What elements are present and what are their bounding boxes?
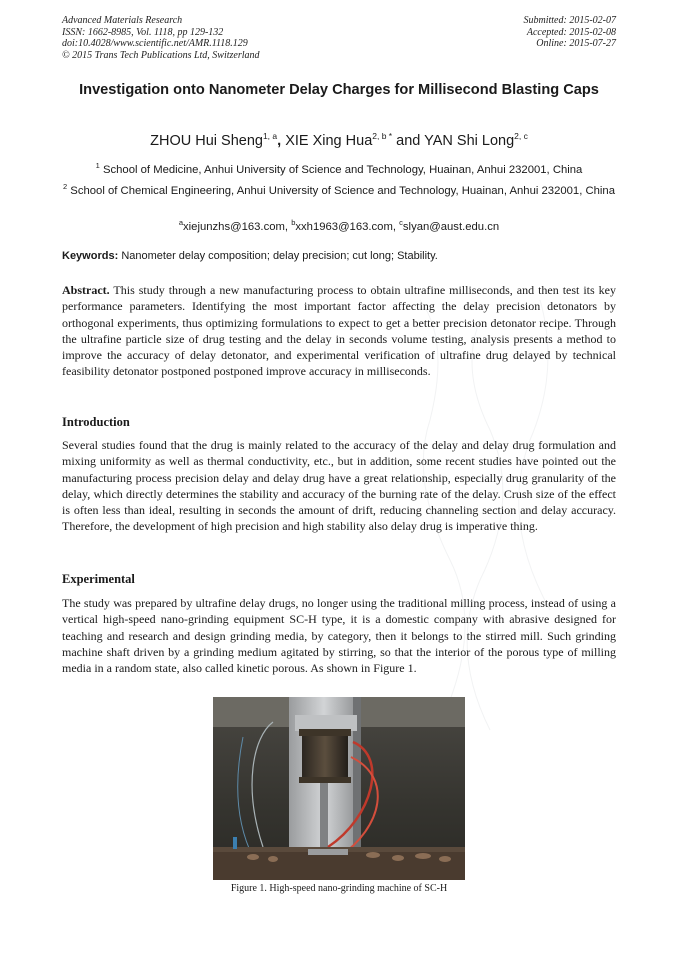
author-name: YAN Shi Long: [424, 132, 515, 149]
author-sup: 1, a: [262, 131, 278, 141]
affiliation-sup: 2: [62, 182, 68, 191]
author-name: XIE Xing Hua: [285, 132, 373, 149]
introduction-text: Several studies found that the drug is mainly related to the accuracy of the delay and delay drug formulation and mixing uniformity as well as thermal conductivity, etc., but in addition, some recent studies have pointed out the manufacturing process precision delay and delay drug have a great relationship, especially drug granularity of the delay, which directly determines the stability and accuracy of the burning rate of the delay. Crush size of the effect is often less than ideal, resulting in seconds the amount of drift, reducing channeling section and delay accuracy. Therefore, the development of high precision and high stability also delay drug is imperative thing.: [62, 438, 616, 534]
affiliation-sup: 1: [95, 161, 100, 170]
affiliation-text: School of Medicine, Anhui University of Science and Technology, Huainan, Anhui 232001, China: [102, 163, 583, 176]
affiliation-1: [62, 159, 616, 177]
email-list: [62, 216, 616, 234]
paper-title: Investigation onto Nanometer Delay Charges for Millisecond Blasting Caps: [79, 82, 599, 98]
keywords-text: Nanometer delay composition; delay precision; cut long; Stability.: [121, 250, 438, 262]
figure-1-photo: [213, 697, 465, 880]
author-sup: 2, c: [514, 131, 528, 141]
email-link[interactable]: slyan@aust.edu.cn: [402, 220, 500, 233]
author-name: ZHOU Hui Sheng: [150, 132, 263, 149]
author-list: [62, 131, 616, 149]
grinding-machine-photo-icon: [213, 697, 465, 880]
figure-1-caption: Figure 1. High-speed nano-grinding machine of SC-H: [230, 883, 448, 894]
email-link[interactable]: xxh1963@163.com,: [295, 220, 397, 233]
online-date: Online: 2015-07-27: [536, 38, 616, 49]
introduction-heading: Introduction: [62, 415, 130, 429]
abstract-text: This study through a new manufacturing process to obtain ultrafine milliseconds, and then test its key performance parameters. Identifying the most important factor affecting the delay precision detonators by orthogonal experiments, thus optimizing formulations to expect to get a better precision detonator recipe. Through the ultrafine particle size of drug testing and the delay in seconds volume testing, analysis presents a method to improve the accuracy of delay detonator, and experimental verification of ultrafine drug delayed by technical feasibility detonator postponed postponed improve accuracy in milliseconds.: [62, 283, 616, 379]
email-link[interactable]: xiejunzhs@163.com,: [183, 220, 289, 233]
experimental-text: The study was prepared by ultrafine delay drugs, no longer using the traditional milling process, instead of using a vertical high-speed nano-grinding equipment SC-H type, it is a domestic company with abrasive designed for teaching and research and design grinding media, by category, then it belongs to the stirred mill. Such grinding machine shaft driven by a grinding medium agitated by stirring, so that the interior of the porous type of milling media in a random state, also called kinetic porous. As shown in Figure 1.: [62, 596, 616, 676]
author-and: and: [396, 132, 421, 149]
abstract: [62, 282, 616, 380]
email-sup: c: [399, 218, 403, 227]
email-sup: b: [291, 218, 296, 227]
abstract-label: Abstract.: [62, 283, 110, 297]
affiliation-2: [62, 180, 616, 198]
issn: ISSN: 1662-8985, Vol. 1118, pp 129-132: [62, 26, 224, 38]
copyright: © 2015 Trans Tech Publications Ltd, Switzerland: [62, 49, 260, 61]
doi: doi:10.4028/www.scientific.net/AMR.1118.129: [62, 38, 248, 49]
keywords-label: Keywords:: [62, 250, 119, 262]
email-sup: a: [178, 218, 184, 227]
accepted-date: Accepted: 2015-02-08: [526, 26, 616, 38]
experimental-heading: Experimental: [62, 572, 135, 586]
affiliation-text: School of Chemical Engineering, Anhui University of Science and Technology, Huainan, Anhui 232001, China: [70, 184, 615, 197]
keywords: [62, 250, 616, 262]
author-separator: ,: [277, 132, 282, 149]
journal-name: Advanced Materials Research: [62, 15, 183, 26]
submitted-date: Submitted: 2015-02-07: [523, 15, 616, 26]
author-sup: 2, b *: [372, 131, 393, 141]
